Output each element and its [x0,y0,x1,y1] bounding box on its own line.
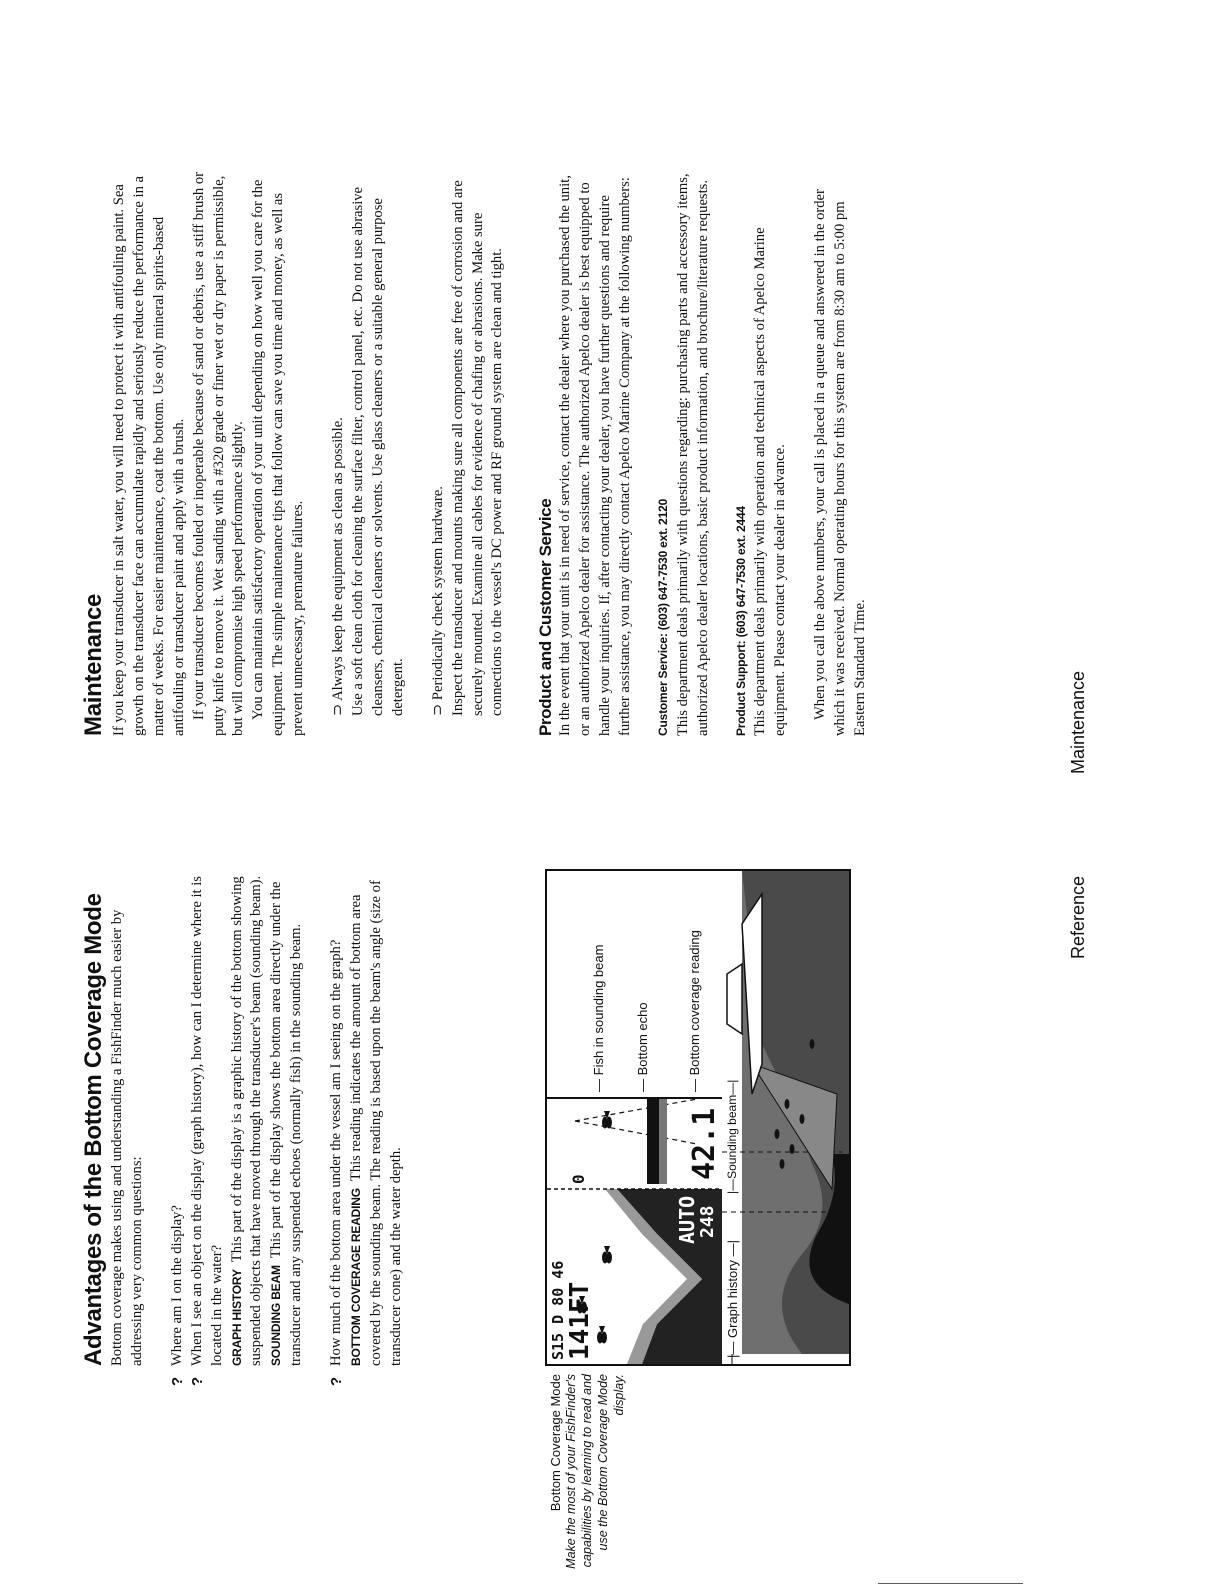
sounding-beam-definition: SOUNDING BEAM This part of the display shows the bottom area directly under the transducer and any suspended echoes (normally fish) in the sounding beam. [268,881,305,1366]
right-column-body [110,161,871,736]
underwater-scene [722,871,849,1364]
question-mark-icon: ? [168,1376,186,1386]
bottom-coverage-definition: BOTTOM COVERAGE READING This reading indicates the amount of bottom area covered by the sounding beam. The reading is based upon the beam's angle (size of transducer cone) and the water depth. [348,880,404,1366]
lcd-zero: 0 [569,1174,588,1184]
bottom-coverage-term: BOTTOM COVERAGE READING [349,1188,364,1366]
beam-edge-right [575,1099,697,1121]
question-item-2 [188,861,307,1386]
fish-mark-icon [602,1111,612,1129]
intro-paragraph: Bottom coverage makes using and understanding a FishFinder much easier by addressing very common questions: [109,909,145,1366]
question-3: How much of the bottom area under the vessel am I seeing on the graph? [328,939,345,1366]
question-item-1 [168,861,188,1386]
tip-bullet-icon: ⊃ [429,703,446,716]
tip-2-title: ⊃ Periodically check system hardware. [429,486,446,716]
bottom-echo-fade [659,1099,667,1184]
service-paragraph: In the event that your unit is in need of service, contact the dealer where you purchased the unit, or an authorized Apelco dealer for assistance. The authorized Apelco dealer is best equipped to handle your inquiries. If, after contacting your dealer, you have further questions and require further assistance, you may directly contact Apelco Marine Company at the following numbers: [557,175,633,736]
callout-fish-in-beam: — Fish in sounding beam [591,944,606,1092]
tip-1-text: Use a soft clean cloth for cleaning the surface filter, control panel, etc. Do not use abrasive cleansers, chemical cleaners or solvents. Use glass cleaners or a suitable general purpose detergent. [349,186,406,716]
question-mark-icon: ? [328,1376,346,1386]
graph-history-term: GRAPH HISTORY [229,1269,244,1366]
tip-1-title: ⊃ Always keep the equipment as clean as possible. [330,417,347,716]
lcd-auto-value: 248 [697,1205,718,1238]
tip-2-text: Inspect the transducer and mounts making sure all components are free of corrosion and are securely mounted. Examine all cables for evidence of chafing or abrasions. Make sure connections to the vessel's DC power and RF ground system are clean and tight. [449,180,506,716]
left-column-body [108,861,407,1386]
bottom-echo-band [647,1099,659,1184]
sidebar-caption [548,1374,627,1584]
maintenance-paragraph-3: You can maintain satisfactory operation of your unit depending on how well you care for the equipment. The simple maintenance tips that follow can save you time and money, as well as prevent unnecessary, premature failures. [250,179,307,736]
sounding-beam-term: SOUNDING BEAM [269,1265,284,1366]
sidebar-title: Bottom Coverage Mode [548,1374,563,1512]
service-heading: Product and Customer Service [536,498,556,736]
fish-mark-icon [602,1246,612,1264]
maintenance-paragraph-2: If your transducer becomes fouled or inoperable because of sand or debris, use a stiff brush or putty knife to remove it. Wet sanding with a #320 grade or finer wet or dry paper is permissible, but will compromise high speed performance slightly. [190,171,247,736]
label-graph-history: |— Graph history —| [725,1239,740,1358]
question-1: Where am I on the display? [168,1205,185,1366]
question-mark-icon: ? [188,1376,206,1386]
beam-edge-left [575,1121,697,1144]
label-sounding-beam: |—Sounding beam—| [725,1079,739,1194]
product-support-heading: Product Support: (603) 647-7530 ext. 2444 [733,506,748,736]
footer-left: Reference [1068,875,1088,959]
fishfinder-lcd-display [547,1097,724,1364]
question-2: When I see an object on the display (graph history), how can I determine where it is located in the water? [188,876,225,1366]
question-item-3 [327,861,407,1386]
tip-2 [429,161,509,736]
tip-1 [329,161,409,736]
product-support-paragraph: This department deals primarily with operation and technical aspects of Apelco Marine equipment. Please contact your dealer in advance. [752,227,789,736]
tip-bullet-icon: ⊃ [330,703,347,716]
bottom-coverage-illustration [545,869,851,1366]
maintenance-paragraph-1: If you keep your transducer in salt water, you will need to protect it with antifouling paint. Sea growth on the transducer face can accumulate rapidly and seriously reduce the performance in a matter of weeks. For easier maintenance, coat the bottom. Use only mineral spirits-based antifouling or transducer paint and apply with a brush. [111,176,187,736]
right-heading: Maintenance [80,593,107,736]
sidebar-caption-text: Make the most of your FishFinder's capabilities by learning to read and use the Bottom Coverage Mode display. [564,1374,626,1569]
callout-bottom-echo: — Bottom echo [635,1002,650,1092]
fish-mark-icon [597,1326,607,1344]
lcd-top-row: S15 D 80 46 [549,1260,567,1360]
callout-bottom-coverage: — Bottom coverage reading [687,930,702,1092]
customer-service-paragraph: This department deals primarily with questions regarding: purchasing parts and accessory items, authorized Apelco dealer locations, basic product information, and brochure/literature requests. [674,173,711,736]
boat-cabin-icon [727,964,742,1034]
graph-history-definition: GRAPH HISTORY This part of the display is a graphic history of the bottom showing suspended objects that have moved through the transducer's beam (sounding beam). [228,875,265,1366]
closing-paragraph: When you call the above numbers, your call is placed in a queue and answered in the order which it was received. Normal operating hours for this system are from 8:30 am to 5:00 pm Eastern Standard Time. [812,189,869,736]
lcd-auto: AUTO [675,1195,699,1244]
customer-service-heading: Customer Service: (603) 647-7530 ext. 2120 [655,498,670,736]
left-heading: Advantages of the Bottom Coverage Mode [80,893,107,1366]
lcd-bottom-coverage-reading: 42.1 [687,1107,722,1180]
footer-right: Maintenance [1068,670,1088,774]
lcd-depth: 141FT [565,1281,595,1360]
